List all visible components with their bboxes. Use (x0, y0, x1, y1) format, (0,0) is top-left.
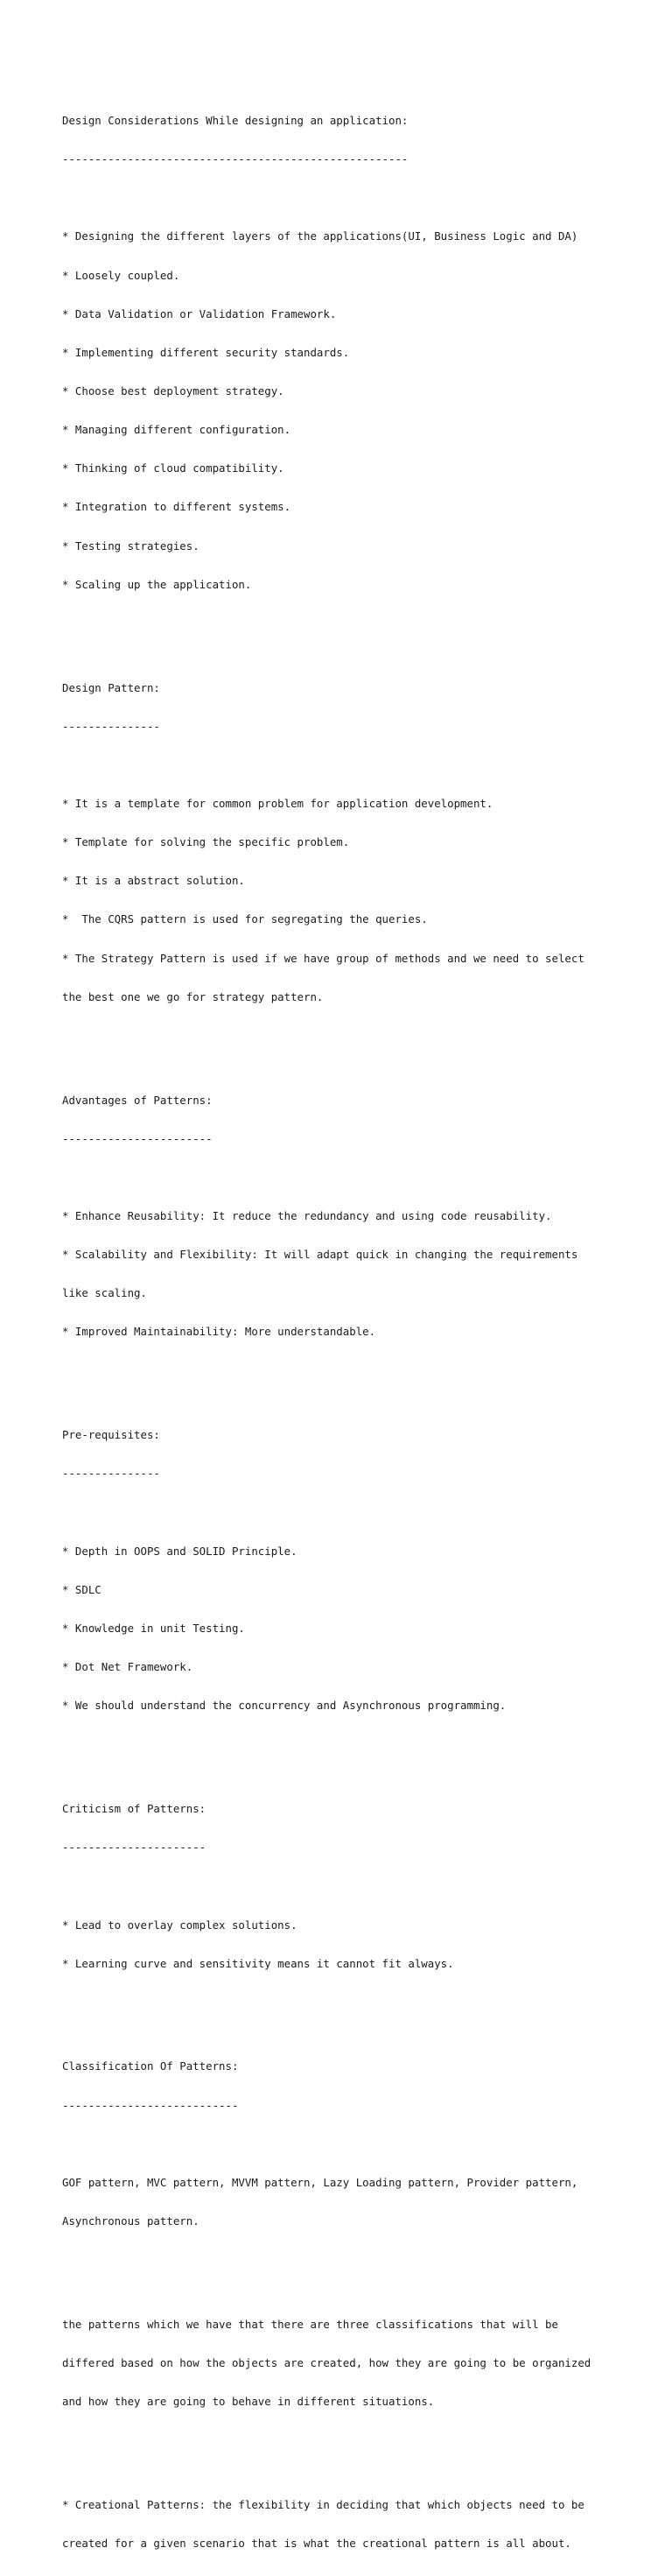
section-underline: ----------------------- (62, 1131, 213, 1145)
list-item: * Improved Maintainability: More understandable. (62, 1325, 376, 1339)
paragraph-line: differed based on how the objects are created, how they are going to be organized (62, 2355, 592, 2369)
list-item: * Data Validation or Validation Framework. (62, 306, 337, 320)
blank-line (62, 192, 622, 205)
section-underline: ----------------------------------------------------- (62, 152, 409, 166)
list-item: * Choose best deployment strategy. (62, 384, 284, 398)
section-heading: Criticism of Patterns: (62, 1802, 206, 1816)
paragraph-line: and how they are going to behave in different situations. (62, 2395, 435, 2409)
paragraph-line: the patterns which we have that there are three classifications that will be (62, 2317, 558, 2331)
paragraph-line: Asynchronous pattern. (62, 2214, 200, 2228)
section-heading: Design Considerations While designing an application: (62, 113, 409, 127)
section-underline: --------------- (62, 719, 160, 733)
list-item: * Scalability and Flexibility: It will adapt quick in changing the requirements (62, 1248, 578, 1262)
blank-line (62, 1365, 622, 1378)
list-item: * Managing different configuration. (62, 423, 291, 437)
list-item: * Learning curve and sensitivity means it cannot fit always. (62, 1956, 454, 1970)
list-item: * SDLC (62, 1582, 102, 1596)
list-item: * Designing the different layers of the applications(UI, Business Logic and DA) (62, 229, 578, 243)
list-item: * Template for solving the specific problem. (62, 835, 350, 849)
list-item: * Scaling up the application. (62, 577, 252, 591)
list-item: * Enhance Reusability: It reduce the redundancy and using code reusability. (62, 1208, 552, 1222)
list-item: * Dot Net Framework. (62, 1660, 193, 1674)
list-item: * The CQRS pattern is used for segregating the queries. (62, 912, 428, 926)
blank-line (62, 2138, 622, 2151)
section-underline: ---------------------- (62, 1841, 206, 1855)
blank-line (62, 617, 622, 630)
document-page (62, 63, 622, 2576)
list-item: * Testing strategies. (62, 538, 200, 553)
blank-line (62, 1507, 622, 1520)
blank-line (62, 1030, 622, 1043)
blank-line (62, 1880, 622, 1893)
section-underline: --------------- (62, 1467, 160, 1481)
blank-line (62, 2434, 622, 2447)
blank-line (62, 759, 622, 772)
list-item: * It is a template for common problem for application development. (62, 796, 494, 810)
section-heading: Design Pattern: (62, 680, 160, 694)
paragraph-line: * Creational Patterns: the flexibility in deciding that which objects need to be (62, 2497, 584, 2511)
paragraph-line: created for a given scenario that is what the creational pattern is all about. (62, 2537, 571, 2550)
list-item: * It is a abstract solution. (62, 874, 245, 888)
list-item: * Knowledge in unit Testing. (62, 1621, 245, 1635)
list-item: * We should understand the concurrency and Asynchronous programming. (62, 1699, 507, 1713)
list-item: * Thinking of cloud compatibility. (62, 461, 284, 475)
blank-line (62, 1996, 622, 2009)
blank-line (62, 2254, 622, 2267)
list-item: * Integration to different systems. (62, 500, 291, 514)
list-item: * Lead to overlay complex solutions. (62, 1918, 298, 1932)
list-item: * Depth in OOPS and SOLID Principle. (62, 1544, 298, 1558)
list-item: like scaling. (62, 1286, 147, 1300)
list-item: * Loosely coupled. (62, 268, 180, 282)
paragraph-line: GOF pattern, MVC pattern, MVVM pattern, Lazy Loading pattern, Provider pattern, (62, 2175, 578, 2189)
blank-line (62, 1738, 622, 1751)
section-heading: Advantages of Patterns: (62, 1093, 213, 1107)
list-item: * Implementing different security standards. (62, 345, 350, 359)
section-underline: --------------------------- (62, 2098, 239, 2112)
list-item: * The Strategy Pattern is used if we have group of methods and we need to select (62, 951, 584, 965)
section-heading: Pre-requisites: (62, 1428, 160, 1442)
list-item: the best one we go for strategy pattern. (62, 989, 324, 1003)
blank-line (62, 1172, 622, 1185)
section-heading: Classification Of Patterns: (62, 2059, 239, 2073)
